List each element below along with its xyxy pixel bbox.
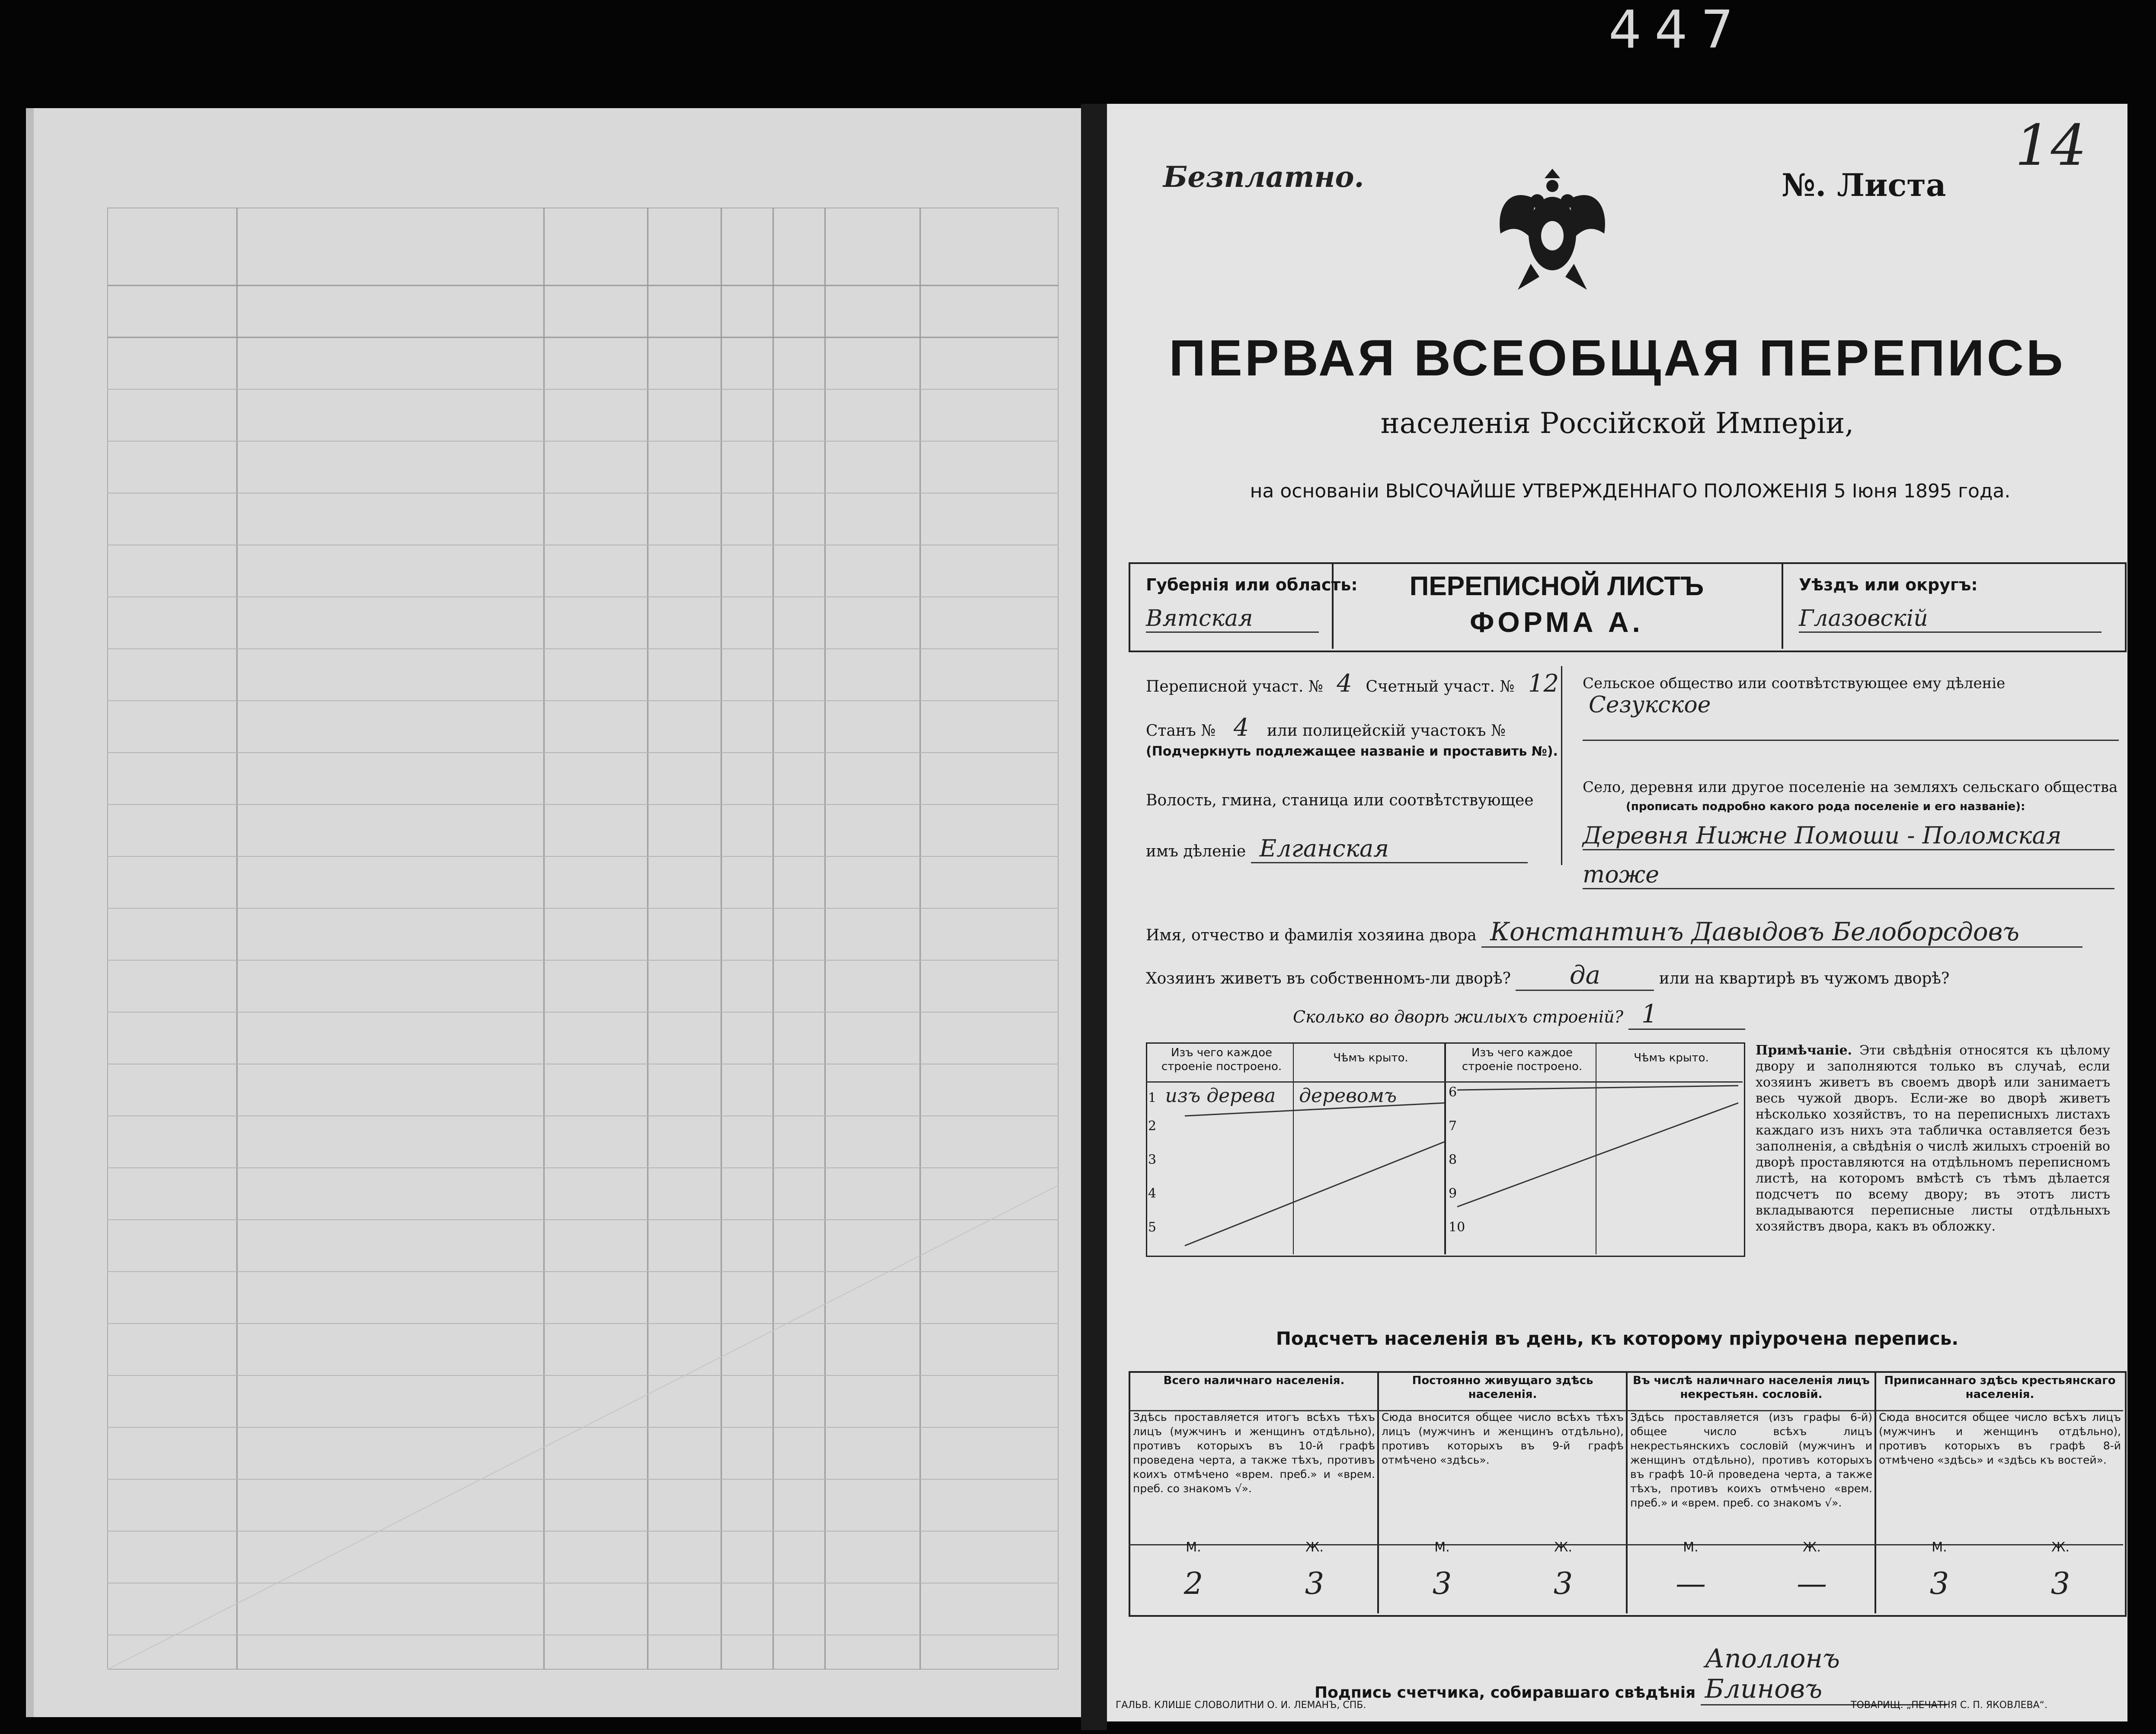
frame-number: 447	[1609, 0, 1747, 60]
signature-row	[1315, 1644, 1947, 1705]
province-label: Губернія или область:	[1146, 575, 1358, 594]
non-peasant-male-value: —	[1676, 1566, 1706, 1601]
col-roof-right: Чѣмъ крыто.	[1634, 1051, 1709, 1064]
signature-value: Аполлонъ Блиновъ	[1701, 1644, 1947, 1705]
province-value: Вятская	[1146, 606, 1319, 633]
society-label: Сельское общество или соотвѣтствующее ему дѣленіе	[1583, 675, 2006, 692]
remark-note	[1756, 1042, 2110, 1234]
table-row: 9	[1449, 1186, 1457, 1201]
table-row: 8	[1449, 1152, 1457, 1167]
form-subtitle: населенія Россійской Имперіи,	[1380, 407, 1854, 440]
form-letter: ФОРМА А.	[1470, 606, 1644, 638]
table-row: 4	[1148, 1186, 1157, 1201]
cross-out-strokes	[1146, 1042, 1743, 1254]
col-material-right: Изъ чего каждое строеніе построено.	[1462, 1046, 1583, 1073]
buildings-label: Сколько во дворѣ жилыхъ строеній?	[1293, 1007, 1623, 1026]
own-yard-label: Хозяинъ живетъ въ собственномъ-ли дворѣ?	[1146, 970, 1511, 987]
form-title: ПЕРВАЯ ВСЕОБЩАЯ ПЕРЕПИСЬ	[1169, 330, 2066, 387]
society-value: Сезукское	[1589, 692, 1711, 718]
remark-text: Эти свѣдѣнія относятся къ цѣлому двору и заполняются только въ случаѣ, если хозяинъ живетъ въ своемъ дворѣ или занимаетъ весь чужой дворъ. Если-же во дворѣ живетъ нѣсколько хозяйствъ, то на переписныхъ листахъ каждаго изъ нихъ эта табличка оставляется безъ заполненія, а свѣдѣнія о числѣ жилыхъ строеній во дворѣ проставляются на отдѣльномъ переписномъ листѣ, на которомъ вмѣстѣ съ тѣмъ дѣлается подсчетъ по всему двору; въ этотъ листъ вкладываются переписные листы отдѣльныхъ хозяйствъ двора, какъ въ обложку.	[1756, 1043, 2110, 1234]
own-yard-value: да	[1516, 960, 1654, 991]
col-material-left: Изъ чего каждое строеніе построено.	[1161, 1046, 1282, 1073]
village-label: Село, деревня или другое поселеніе на земляхъ сельскаго общества	[1583, 779, 2118, 796]
registered-male-value: 3	[1929, 1566, 1949, 1601]
summary-col-total: Всего наличнаго населенія. Здѣсь проставляется итогъ всѣхъ тѣхъ лицъ (мужчинъ и женщинъ отдѣльно), противъ которыхъ въ 10-й графѣ проведена черта, а также тѣхъ, противъ коихъ отмѣчено «врем. преб.» и «врем. преб. со знакомъ √». М. Ж. 2 3	[1133, 1374, 1375, 1601]
police-label: или полицейскій участокъ №	[1267, 722, 1506, 740]
summary-col-registered: Приписаннаго здѣсь крестьянскаго населенія. Сюда вносится общее число всѣхъ лицъ (мужчинъ и женщинъ отдѣльно), противъ которыхъ въ графѣ 8-й отмѣчено «здѣсь» и «здѣсь къ востей». М. Ж. 3 3	[1879, 1374, 2121, 1601]
volost-row	[1146, 835, 1544, 863]
table-row: 3	[1148, 1152, 1157, 1167]
printer-left: ГАЛЬВ. КЛИШЕ СЛОВОЛИТНИ О. И. ЛЕМАНЪ, СПБ.	[1116, 1700, 1366, 1711]
permanent-male-value: 3	[1432, 1566, 1452, 1601]
volost-label-2: имъ дѣленіе	[1146, 843, 1246, 860]
village-value-2: тоже	[1583, 861, 2114, 889]
stan-value: 4	[1233, 714, 1249, 742]
yard-row	[1146, 960, 2119, 991]
village-note: (прописать подробно какого рода поселеніе и его названіе):	[1626, 800, 2025, 813]
registered-female-value: 3	[2050, 1566, 2070, 1601]
buildings-row	[1293, 999, 1745, 1030]
sheet-number-field	[1782, 167, 1972, 205]
table-row: 2	[1148, 1119, 1157, 1134]
census-area-value: 4	[1337, 670, 1352, 698]
count-area-value: 12	[1528, 670, 1559, 698]
printer-right: ТОВАРИЩ. „ПЕЧАТНЯ С. П. ЯКОВЛЕВА“.	[1851, 1700, 2048, 1711]
table-row: 5	[1148, 1220, 1157, 1235]
total-male-value: 2	[1184, 1566, 1203, 1601]
table-row: 10	[1449, 1220, 1465, 1235]
col-roof-left: Чѣмъ крыто.	[1333, 1051, 1408, 1064]
sheet-handwritten-number: 14	[2015, 112, 2087, 178]
table-row: 6	[1449, 1085, 1457, 1100]
summary-title: Подсчетъ населенія въ день, къ которому пріурочена перепись.	[1276, 1328, 1959, 1349]
stan-label: Станъ №	[1146, 722, 1216, 740]
society-row	[1583, 675, 2119, 718]
form-name: ПЕРЕПИСНОЙ ЛИСТЪ	[1409, 571, 1704, 601]
table-row: 7	[1449, 1119, 1457, 1134]
sheet-number-label: №. Листа	[1782, 167, 1946, 203]
stan-row	[1146, 714, 1506, 742]
census-form-page	[1107, 104, 2127, 1721]
volost-value: Елганская	[1251, 835, 1528, 863]
free-label: Безплатно.	[1163, 160, 1364, 194]
book-spine	[1081, 104, 1107, 1730]
buildings-value: 1	[1628, 999, 1745, 1030]
district-value: Глазовскій	[1799, 606, 2102, 633]
rented-label: или на квартирѣ въ чужомъ дворѣ?	[1659, 970, 1950, 987]
volost-label: Волость, гмина, станица или соотвѣтствующее	[1146, 792, 1534, 809]
table-row: 1 изъ дерева деревомъ	[1148, 1085, 1397, 1107]
census-area-label: Переписной участ. №	[1146, 678, 1323, 696]
district-label: Уѣздъ или округъ:	[1799, 575, 1978, 594]
left-page-reverse	[26, 108, 1089, 1717]
imperial-eagle-emblem	[1492, 160, 1613, 298]
census-area-row	[1146, 670, 1567, 698]
count-area-label: Счетный участ. №	[1366, 678, 1515, 696]
legal-basis: на основаніи ВЫСОЧАЙШЕ УТВЕРЖДЕННАГО ПОЛОЖЕНІЯ 5 Іюня 1895 года.	[1250, 480, 2011, 502]
owner-value: Константинъ Давыдовъ Белоборсдовъ	[1481, 917, 2082, 948]
summary-col-non-peasant: Въ числѣ наличнаго населенія лицъ некрестьян. сословій. Здѣсь проставляется (изъ графы 6-й) общее число всѣхъ лицъ некрестьянскихъ сословій (мужчинъ и женщинъ отдѣльно), противъ которыхъ въ графѣ 10-й проведена черта, а также тѣхъ, противъ коихъ отмѣчено «врем. преб.» и «врем. преб. со знакомъ √». М. Ж. — —	[1630, 1374, 1872, 1601]
remark-title: Примѣчаніе.	[1756, 1043, 1852, 1058]
permanent-female-value: 3	[1553, 1566, 1573, 1601]
village-value: Деревня Нижне Помоши - Поломская	[1583, 822, 2114, 850]
bleed-through-grid	[107, 208, 1059, 1670]
underline-note: (Подчеркнуть подлежащее названіе и проставить №).	[1146, 744, 1558, 759]
owner-label: Имя, отчество и фамилія хозяина двора	[1146, 926, 1477, 944]
owner-row	[1146, 917, 2119, 948]
non-peasant-female-value: —	[1797, 1566, 1827, 1601]
signature-label: Подпись счетчика, собиравшаго свѣдѣнія	[1315, 1684, 1696, 1702]
total-female-value: 3	[1305, 1566, 1324, 1601]
summary-col-permanent: Постоянно живущаго здѣсь населенія. Сюда вносится общее число всѣхъ тѣхъ лицъ (мужчинъ и женщинъ отдѣльно), противъ которыхъ въ 9-й графѣ отмѣчено «здѣсь». М. Ж. 3 3	[1382, 1374, 1624, 1601]
